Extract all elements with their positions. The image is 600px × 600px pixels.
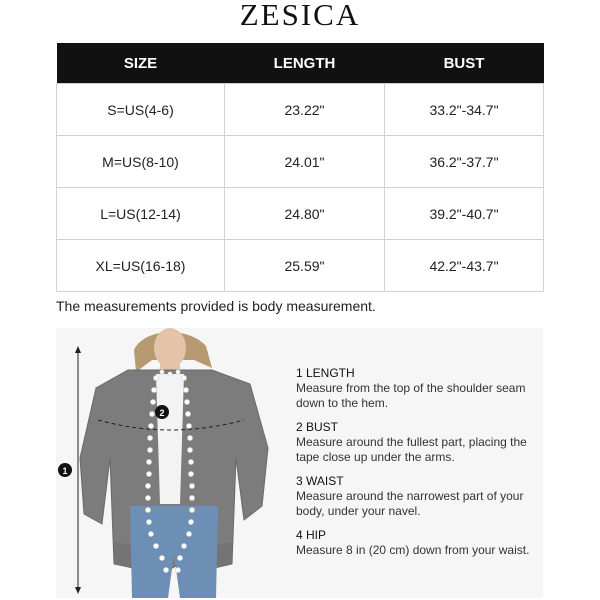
marker-2-label: 2 (159, 408, 165, 418)
legend-title: 4 HIP (296, 528, 327, 542)
cell-bust: 33.2"-34.7" (385, 84, 544, 136)
cell-length: 23.22" (225, 84, 385, 136)
header-bust: BUST (385, 43, 544, 84)
length-arrow-top-icon (75, 346, 81, 353)
cell-length: 24.80" (225, 188, 385, 240)
header-size: SIZE (57, 43, 225, 84)
jeans-shape (130, 506, 218, 598)
legend-desc: Measure around the fullest part, placing the tape close up under the arms. (296, 435, 527, 464)
cell-length: 25.59" (225, 240, 385, 292)
table-row (57, 84, 544, 136)
table-row (57, 188, 544, 240)
table-row (57, 136, 544, 188)
measurement-legend (296, 366, 536, 567)
cell-length: 24.01" (225, 136, 385, 188)
header-length: LENGTH (225, 43, 385, 84)
legend-desc: Measure 8 in (20 cm) down from your waist. (296, 543, 530, 557)
measurement-note: The measurements provided is body measurement. (56, 298, 376, 314)
size-chart-table (56, 43, 544, 292)
cell-bust: 36.2"-37.7" (385, 136, 544, 188)
legend-desc: Measure from the top of the shoulder seam down to the hem. (296, 381, 526, 410)
legend-title: 3 WAIST (296, 474, 344, 488)
cell-bust: 39.2"-40.7" (385, 188, 544, 240)
cell-size: L=US(12-14) (57, 188, 225, 240)
marker-1-label: 1 (62, 466, 68, 476)
legend-item-hip (296, 528, 536, 558)
cell-size: XL=US(16-18) (57, 240, 225, 292)
table-row (57, 240, 544, 292)
cell-size: S=US(4-6) (57, 84, 225, 136)
measurement-panel (56, 328, 543, 598)
inner-top-shape (156, 374, 184, 504)
table-header-row (57, 43, 544, 84)
cell-size: M=US(8-10) (57, 136, 225, 188)
cell-bust: 42.2"-43.7" (385, 240, 544, 292)
cardigan-illustration (56, 328, 286, 598)
legend-title: 1 LENGTH (296, 366, 355, 380)
legend-item-waist (296, 474, 536, 519)
legend-item-length (296, 366, 536, 411)
legend-desc: Measure around the narrowest part of your body, under your navel. (296, 489, 524, 518)
length-arrow-bottom-icon (75, 587, 81, 594)
legend-title: 2 BUST (296, 420, 339, 434)
brand-logo: ZESICA (239, 0, 361, 32)
legend-item-bust (296, 420, 536, 465)
